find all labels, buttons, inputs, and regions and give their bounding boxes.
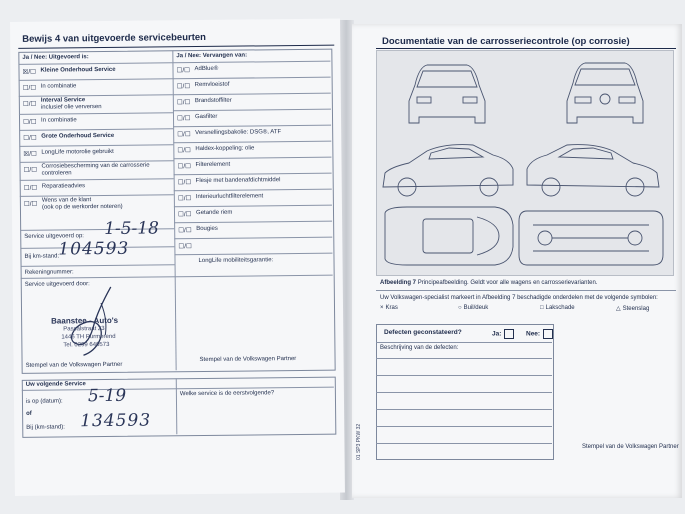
symbol-glyph-icon: ○ [458, 305, 462, 311]
done-row-sublabel: controleren [41, 170, 72, 177]
replace-row-checkbox[interactable]: ☐/☐ [176, 115, 191, 123]
done-row-label: Interval Service [40, 97, 86, 104]
symbol-legend-item [616, 305, 649, 312]
done-column-header: Ja / Nee: Uitgevoerd is: [22, 54, 89, 61]
left-sign-caption: Stempel van de Volkswagen Partner [25, 361, 123, 369]
done-row-label: Wens van de klant [41, 197, 92, 204]
replace-row-label: Bougies [196, 225, 218, 233]
row-rule [376, 342, 552, 343]
replace-row-checkbox[interactable]: ☐/☐ [177, 147, 191, 155]
done-row-checkbox[interactable]: ☐/☐ [23, 200, 38, 208]
left-page [10, 19, 345, 496]
replace-row-label: Gasfilter [194, 113, 218, 121]
next-km-label: Bij (km-stand): [26, 424, 65, 431]
done-row-label: Corrosiebescherming van de carrosserie [41, 162, 150, 170]
done-row-label: LongLife motorolie gebruikt [41, 148, 114, 156]
symbol-label: Kras [385, 305, 398, 311]
done-row-label: In combinatie [41, 117, 77, 124]
replace-row-checkbox[interactable]: ☐/☐ [177, 131, 191, 139]
replace-rows [10, 19, 340, 22]
replace-row-checkbox[interactable]: ☐/☐ [177, 163, 192, 171]
defects-question: Defecten geconstateerd? [384, 329, 462, 336]
partner-stamp-label: Stempel van de Volkswagen Partner [199, 356, 297, 364]
service-date-label: Service uitgevoerd op: [24, 233, 84, 240]
defects-no-checkbox[interactable] [543, 329, 553, 339]
performed-by-label: Service uitgevoerd door: [24, 281, 90, 288]
symbol-label: Buil/deuk [463, 305, 489, 311]
replace-row-checkbox[interactable]: ☐/☐ [178, 227, 192, 235]
right-page [352, 24, 682, 498]
defects-no[interactable] [526, 329, 553, 339]
symbol-legend-item [540, 305, 575, 311]
defect-write-line [376, 358, 552, 359]
replace-row-label: LongLife mobiliteitsgarantie: [198, 257, 274, 265]
defects-no-label: Nee: [526, 330, 541, 338]
replace-row-checkbox[interactable]: ☐/☐ [177, 211, 192, 219]
symbol-glyph-icon: △ [616, 306, 621, 312]
row-rule [376, 290, 676, 291]
done-row-checkbox[interactable]: ☒/☐ [22, 68, 37, 76]
replace-column-header: Ja / Nee: Vervangen van: [176, 52, 248, 60]
next-date-label: is op (datum): [25, 398, 63, 405]
done-row-sublabel: (ook op de werkorder noteren) [41, 203, 123, 211]
defects-description-label: Beschrijving van de defecten: [380, 345, 459, 351]
replace-row-label: AdBlue® [194, 65, 219, 73]
invoice-label: Rekeningnummer: [24, 269, 74, 276]
symbol-glyph-icon: × [380, 305, 384, 311]
done-row-label: Reparatieadvies [41, 183, 86, 190]
replace-row-label: Versnellingsbakolie: DSG®, ATF [195, 129, 282, 137]
figure-caption-text: Principeafbeelding. Geldt voor alle wagens en carrosserievarianten. [417, 280, 598, 286]
car-diagram [376, 50, 674, 276]
car-outline-drawings [377, 51, 673, 275]
km-label: Bij km-stand: [24, 253, 60, 260]
defects-yes-label: Ja: [492, 330, 502, 338]
left-page-title: Bewijs 4 van uitgevoerde servicebeurten [22, 31, 206, 45]
done-row-label: In combinatie [40, 83, 77, 90]
replace-row-checkbox[interactable]: ☐/☐ [176, 99, 191, 107]
done-row-label: Kleine Onderhoud Service [40, 66, 116, 74]
defect-write-line [376, 426, 552, 427]
next-km-handwritten: 134593 [80, 410, 152, 432]
symbol-label: Lakschade [545, 305, 575, 311]
defect-write-line [376, 375, 552, 376]
dealer-city: 1446 TH Purmerend [61, 333, 116, 341]
done-row-checkbox[interactable]: ☐/☐ [23, 184, 38, 192]
done-row-checkbox[interactable]: ☐/☐ [22, 100, 37, 108]
replace-row-checkbox[interactable]: ☐/☐ [177, 179, 192, 187]
dealer-stamp [51, 317, 118, 350]
defect-write-line [376, 392, 552, 393]
dealer-name: Baanstee - Auto's [51, 315, 119, 326]
replace-row-label: Interieurluchtfilterelement [195, 193, 264, 201]
service-date-handwritten: 1-5-18 [104, 218, 160, 240]
replace-row-label: Filterelement [195, 161, 231, 169]
symbol-legend-item [458, 305, 488, 311]
done-row-label: Grote Onderhoud Service [41, 132, 115, 140]
replace-row-checkbox[interactable]: ☐/☐ [176, 67, 191, 75]
next-service-title: Uw volgende Service [25, 381, 86, 388]
figure-caption-number: Afbeelding 7 [380, 280, 417, 286]
defect-write-line [376, 409, 552, 410]
done-row-checkbox[interactable]: ☐/☐ [23, 134, 37, 142]
done-rows [10, 19, 340, 22]
defects-yes[interactable] [492, 329, 514, 339]
defects-yes-checkbox[interactable] [504, 329, 514, 339]
defect-write-line [376, 443, 552, 444]
done-row-sublabel: inclusief olie verversen [40, 104, 102, 111]
figure-caption [380, 280, 597, 286]
right-page-title: Documentatie van de carrosseriecontrole (op corrosie) [382, 36, 630, 47]
replace-row-label: Flesje met bandenafdichtmiddel [195, 177, 281, 185]
replace-row-checkbox[interactable]: ☐/☐ [176, 83, 191, 91]
replace-row-label: Remvloeistof [194, 81, 230, 89]
symbol-glyph-icon: □ [540, 305, 544, 311]
done-row-checkbox[interactable]: ☐/☐ [23, 166, 38, 174]
right-partner-stamp-label: Stempel van de Volkswagen Partner [582, 444, 679, 450]
done-row-checkbox[interactable]: ☐/☐ [23, 118, 37, 126]
dealer-street: Pascalstraat 23 [63, 326, 105, 333]
or-label: of [26, 410, 32, 417]
done-row-checkbox[interactable]: ☒/☐ [23, 150, 37, 158]
next-date-handwritten: 5-19 [87, 385, 127, 407]
replace-row-label: Brandstoffilter [194, 97, 232, 105]
replace-row-checkbox[interactable]: ☐/☐ [178, 243, 192, 251]
which-service-label: Welke service is de eerstvolgende? [179, 390, 275, 398]
marker-instructions: Uw Volkswagen-specialist markeert in Afbeelding 7 beschadigde onderdelen met de volgende symbolen: [380, 295, 658, 301]
page-side-code: 01 SP3 PKW 32 [356, 423, 362, 460]
symbol-legend-item [380, 305, 398, 311]
dealer-phone: Tel. 0299 640573 [63, 341, 110, 349]
km-handwritten: 104593 [58, 238, 130, 260]
symbol-label: Steenslag [622, 306, 650, 312]
replace-row-label: Getande riem [195, 209, 233, 217]
done-row-checkbox[interactable]: ☐/☐ [22, 84, 37, 92]
title-rule [376, 48, 676, 49]
replace-row-label: Haldex-koppeling: olie [195, 145, 255, 153]
replace-row-checkbox[interactable]: ☐/☐ [177, 195, 192, 203]
